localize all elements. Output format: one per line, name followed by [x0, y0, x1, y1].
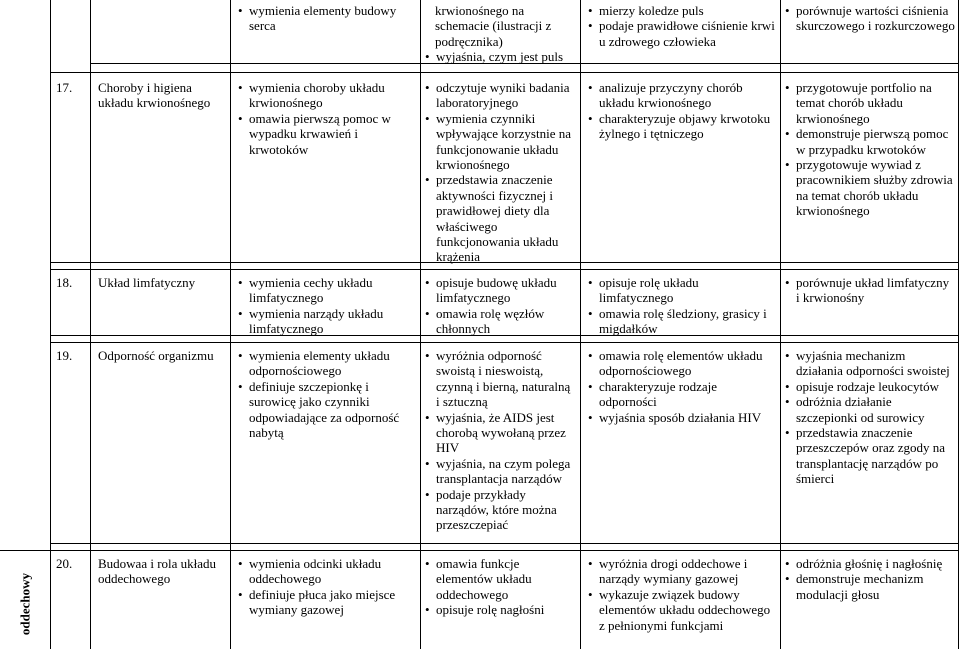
row-serce-col4 [785, 3, 955, 34]
list-item: • wymienia choroby układu krwionośnego [238, 80, 416, 111]
list-item: • opisuje rolę nagłośni [425, 602, 575, 617]
list-item: • opisuje budowę układu limfatycznego [425, 275, 575, 306]
row-20-col2 [425, 556, 575, 618]
list-item: • definiuje płuca jako miejsce wymiany gazowej [238, 587, 416, 618]
list-item: • porównuje układ limfatyczny i krwionośny [785, 275, 955, 306]
list-item: • mierzy koledze puls [588, 3, 776, 18]
grid-line-v2 [230, 0, 231, 649]
list-item: • wymienia cechy układu limfatycznego [238, 275, 416, 306]
grid-line-h4 [50, 269, 959, 270]
row-18-topic: Układ limfatyczny [98, 275, 196, 290]
section-label: oddechowy [17, 572, 33, 636]
row-20-col1 [238, 556, 416, 618]
grid-line-h6 [50, 342, 959, 343]
grid-line-h7 [50, 543, 959, 544]
list-item: • porównuje wartości ciśnienia skurczowego i rozkurczowego [785, 3, 955, 34]
list-item: • wyjaśnia, na czym polega transplantacja narządów [425, 456, 575, 487]
list-item: • omawia rolę elementów układu odpornościowego [588, 348, 776, 379]
list-item: • omawia pierwszą pomoc w wypadku krwawień i krwotoków [238, 111, 416, 157]
list-item: • omawia rolę węzłów chłonnych [425, 306, 575, 337]
list-item: • wyjaśnia mechanizm działania odporności swoistej [785, 348, 955, 379]
list-item: krwionośnego na schemacie (ilustracji z podręcznika) [435, 3, 552, 49]
grid-line-h2 [50, 72, 959, 73]
list-item: • odróżnia działanie szczepionki od surowicy [785, 394, 955, 425]
list-item: • wyjaśnia sposób działania HIV [588, 410, 776, 425]
grid-line-h8 [0, 550, 959, 551]
list-item: • przedstawia znaczenie aktywności fizycznej i prawidłowej diety dla właściwego funkcjonowania układu krążenia [425, 172, 575, 264]
row-19-col3 [588, 348, 776, 425]
list-item: • opisuje rodzaje leukocytów [785, 379, 955, 394]
list-item: • definiuje szczepionkę i surowicę jako czynniki odpowiadające za odporność nabytą [238, 379, 416, 441]
list-item: • wymienia narządy układu limfatycznego [238, 306, 416, 337]
list-item: • charakteryzuje rodzaje odporności [588, 379, 776, 410]
grid-line-v6 [958, 0, 959, 649]
list-item: • wyróżnia drogi oddechowe i narządy wymiany gazowej [588, 556, 776, 587]
row-17-col3 [588, 80, 776, 142]
row-17-col1 [238, 80, 416, 157]
list-item: • demonstruje pierwszą pomoc w przypadku krwotoków [785, 126, 955, 157]
list-item: • omawia funkcje elementów układu oddechowego [425, 556, 575, 602]
list-item: • wykazuje związek budowy elementów układu oddechowego z pełnionymi funkcjami [588, 587, 776, 633]
row-serce-col2 [425, 3, 575, 65]
row-17-topic: Choroby i higiena układu krwionośnego [98, 80, 211, 111]
row-19-col4 [785, 348, 955, 487]
row-serce-col1 [238, 3, 416, 34]
row-serce-col3 [588, 3, 776, 49]
list-item: • wymienia elementy budowy serca [238, 3, 416, 34]
row-19-col2 [425, 348, 575, 533]
row-18-col2 [425, 275, 575, 337]
list-item: • podaje przykłady narządów, które można przeszczepiać [425, 487, 575, 533]
grid-line-v4 [580, 0, 581, 649]
grid-line-v1 [90, 0, 91, 649]
list-item: • wymienia elementy układu odpornościowego [238, 348, 416, 379]
grid-line-v5 [780, 0, 781, 649]
list-item: • przedstawia znaczenie przeszczepów oraz zgody na transplantację narządów po śmierci [785, 425, 955, 487]
list-item: • analizuje przyczyny chorób układu krwionośnego [588, 80, 776, 111]
row-18-col3 [588, 275, 776, 337]
row-20-col3 [588, 556, 776, 633]
grid-line-v0 [50, 0, 51, 649]
row-19-number: 19. [56, 348, 73, 363]
list-item: • demonstruje mechanizm modulacji głosu [785, 571, 955, 602]
list-item: • charakteryzuje objawy krwotoku żylnego i tętniczego [588, 111, 776, 142]
row-20-number: 20. [56, 556, 73, 571]
row-17-number: 17. [56, 80, 73, 95]
row-18-number: 18. [56, 275, 73, 290]
row-19-topic: Odporność organizmu [98, 348, 214, 363]
list-item: • wymienia odcinki układu oddechowego [238, 556, 416, 587]
list-item: • opisuje rolę układu limfatycznego [588, 275, 776, 306]
row-18-col4 [785, 275, 955, 306]
row-18-col1 [238, 275, 416, 337]
list-item: • wyróżnia odporność swoistą i nieswoistą, czynną i bierną, naturalną i sztuczną [425, 348, 575, 410]
grid-line-v3 [420, 0, 421, 649]
row-20-topic: Budowaa i rola układu oddechowego [98, 556, 217, 587]
list-item: • wyjaśnia, czym jest puls [425, 49, 575, 64]
row-17-col4 [785, 80, 955, 219]
list-item: • przygotowuje wywiad z pracownikiem służby zdrowia na temat chorób układu krwionośnego [785, 157, 955, 219]
list-item: • wymienia czynniki wpływające korzystnie na funkcjonowanie układu krwionośnego [425, 111, 575, 173]
list-item: • odróżnia głośnię i nagłośnię [785, 556, 955, 571]
list-item: • przygotowuje portfolio na temat chorób układu krwionośnego [785, 80, 955, 126]
row-17-col2 [425, 80, 575, 265]
list-item: • podaje prawidłowe ciśnienie krwi u zdrowego człowieka [588, 18, 776, 49]
row-19-col1 [238, 348, 416, 440]
list-item: • omawia rolę śledziony, grasicy i migdałków [588, 306, 776, 337]
list-item: • odczytuje wyniki badania laboratoryjnego [425, 80, 575, 111]
row-20-col4 [785, 556, 955, 602]
list-item: • wyjaśnia, że AIDS jest chorobą wywołaną przez HIV [425, 410, 575, 456]
